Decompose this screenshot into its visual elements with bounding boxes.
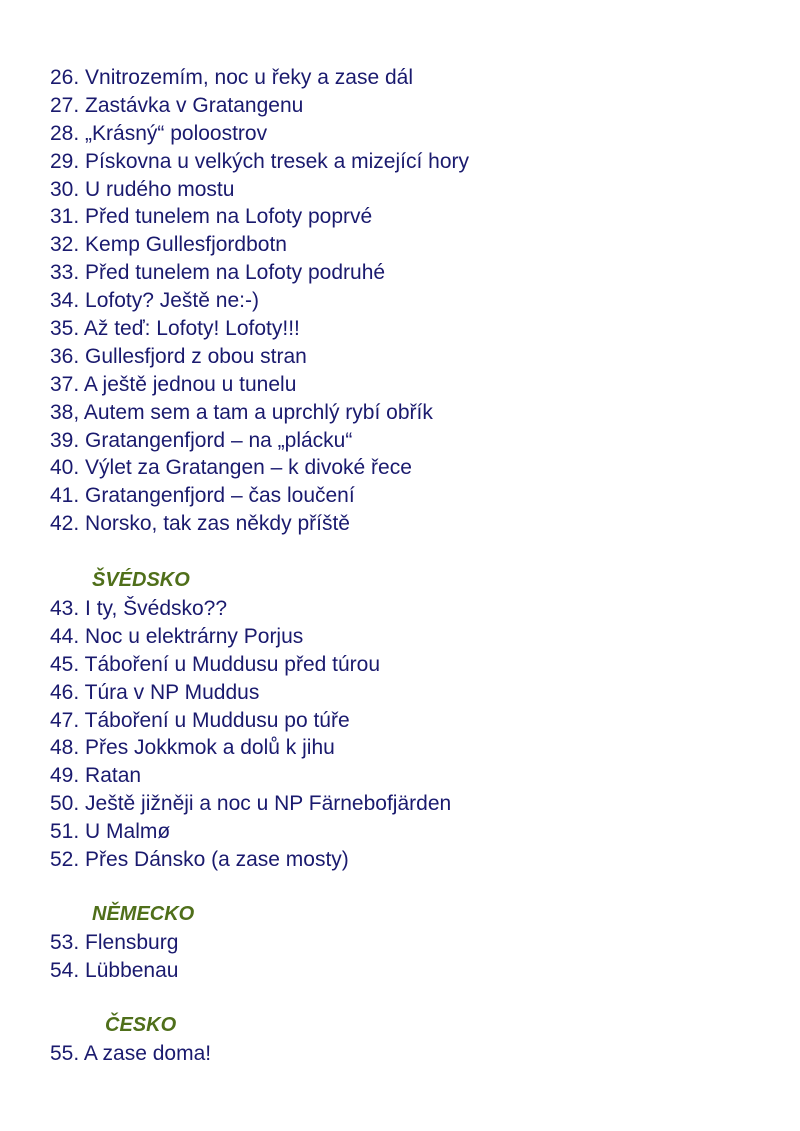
list-item: 31. Před tunelem na Lofoty poprvé [50, 205, 373, 229]
list-item: 40. Výlet za Gratangen – k divoké řece [50, 456, 412, 480]
list-item: 30. U rudého mostu [50, 177, 235, 201]
czechia-heading: ČESKO [105, 1014, 177, 1036]
germany-heading: NĚMECKO [92, 903, 195, 925]
norway-list [50, 64, 469, 538]
list-item: 42. Norsko, tak zas někdy příště [50, 512, 350, 536]
list-item: 28. „Krásný“ poloostrov [50, 121, 268, 145]
list-item: 43. I ty, Švédsko?? [50, 597, 228, 620]
list-item: 26. Vnitrozemím, noc u řeky a zase dál [50, 66, 413, 89]
list-item: 52. Přes Dánsko (a zase mosty) [50, 848, 349, 872]
list-item: 51. U Malmø [50, 820, 171, 844]
list-item: 47. Táboření u Muddusu po túře [50, 708, 350, 732]
czechia-list [50, 1040, 211, 1068]
sweden-heading: ŠVÉDSKO [92, 569, 190, 591]
list-item: 39. Gratangenfjord – na „plácku“ [50, 428, 353, 452]
list-item: 45. Táboření u Muddusu před túrou [50, 652, 381, 676]
list-item: 37. A ještě jednou u tunelu [50, 372, 297, 396]
list-item: 32. Kemp Gullesfjordbotn [50, 233, 287, 257]
list-item: 48. Přes Jokkmok a dolů k jihu [50, 736, 335, 760]
list-item: 41. Gratangenfjord – čas loučení [50, 484, 355, 508]
germany-list [50, 929, 178, 985]
list-item: 54. Lübbenau [50, 958, 179, 982]
list-item: 49. Ratan [50, 764, 142, 788]
list-item: 38, Autem sem a tam a uprchlý rybí obřík [50, 400, 433, 424]
sweden-list [50, 595, 451, 874]
list-item: 44. Noc u elektrárny Porjus [50, 624, 304, 648]
list-item: 34. Lofoty? Ještě ne:-) [50, 289, 259, 313]
list-item: 35. Až teď: Lofoty! Lofoty!!! [50, 317, 300, 341]
list-item: 55. A zase doma! [50, 1042, 212, 1065]
list-item: 29. Pískovna u velkých tresek a mizející hory [50, 149, 470, 173]
list-item: 53. Flensburg [50, 931, 179, 954]
list-item: 33. Před tunelem na Lofoty podruhé [50, 261, 386, 285]
list-item: 27. Zastávka v Gratangenu [50, 93, 304, 117]
list-item: 46. Túra v NP Muddus [50, 680, 260, 704]
list-item: 50. Ještě jižněji a noc u NP Färnebofjärden [50, 792, 452, 816]
list-item: 36. Gullesfjord z obou stran [50, 344, 307, 368]
